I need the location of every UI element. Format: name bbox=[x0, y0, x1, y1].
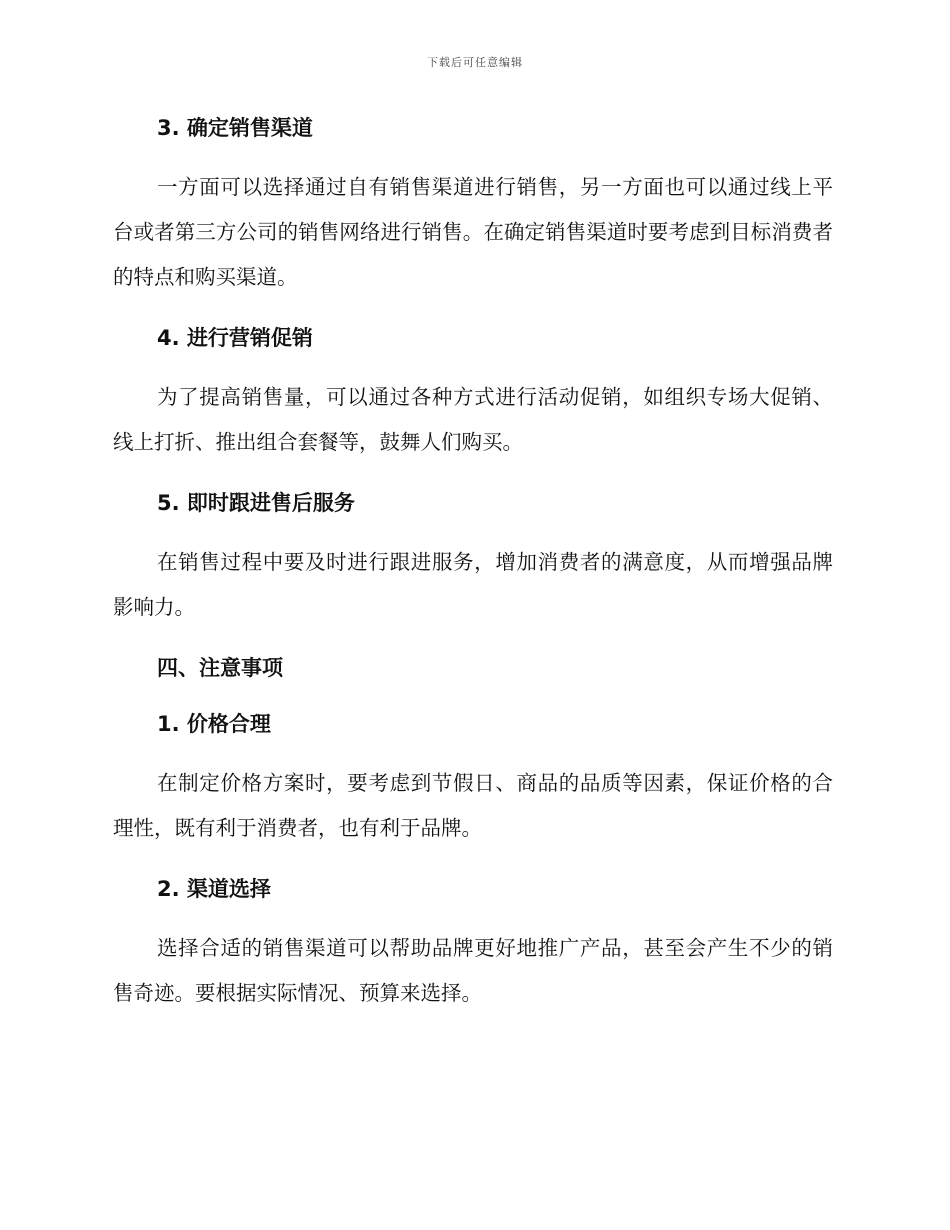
page-header: 下载后可任意编辑 bbox=[427, 56, 523, 69]
section-heading-pricing: 1. 价格合理 bbox=[157, 712, 271, 736]
paragraph-pricing: 在制定价格方案时，要考虑到节假日、商品的品质等因素，保证价格的合理性，既有利于消费者，也有利于品牌。 bbox=[113, 771, 833, 840]
section-heading-notes: 四、注意事项 bbox=[157, 656, 283, 680]
document-body bbox=[113, 110, 833, 1016]
section-heading-promotion: 4. 进行营销促销 bbox=[157, 326, 313, 350]
section-heading-channel-choice: 2. 渠道选择 bbox=[157, 877, 271, 901]
section-heading-after-sales: 5. 即时跟进售后服务 bbox=[157, 491, 355, 515]
paragraph-sales-channel: 一方面可以选择通过自有销售渠道进行销售，另一方面也可以通过线上平台或者第三方公司的销售网络进行销售。在确定销售渠道时要考虑到目标消费者的特点和购买渠道。 bbox=[113, 175, 833, 289]
section-heading-sales-channel: 3. 确定销售渠道 bbox=[157, 116, 313, 140]
paragraph-channel-choice: 选择合适的销售渠道可以帮助品牌更好地推广产品，甚至会产生不少的销售奇迹。要根据实际情况、预算来选择。 bbox=[113, 936, 833, 1005]
paragraph-promotion: 为了提高销售量，可以通过各种方式进行活动促销，如组织专场大促销、线上打折、推出组合套餐等，鼓舞人们购买。 bbox=[113, 385, 833, 454]
paragraph-after-sales: 在销售过程中要及时进行跟进服务，增加消费者的满意度，从而增强品牌影响力。 bbox=[113, 550, 833, 619]
